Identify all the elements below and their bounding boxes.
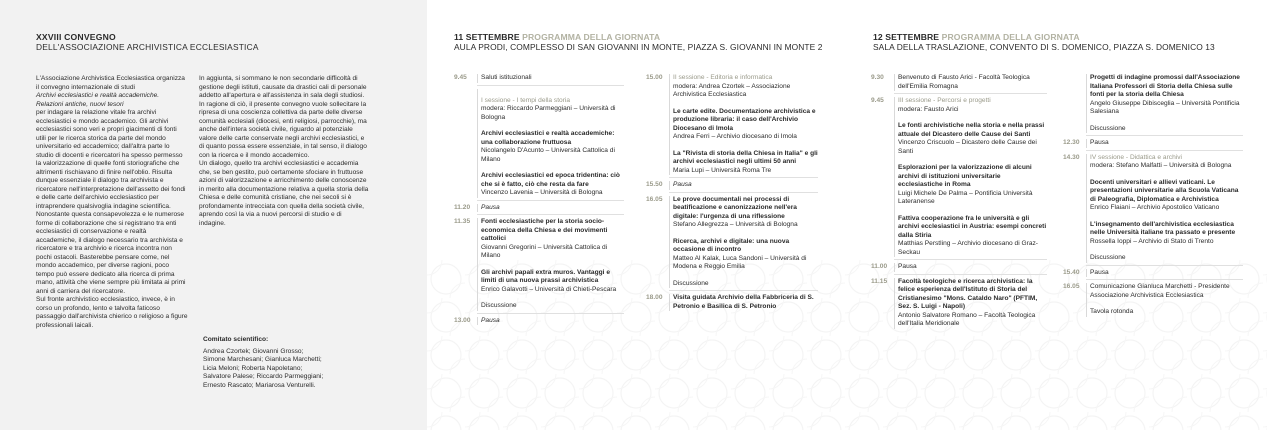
spacer [673, 100, 818, 108]
schedule-row [454, 204, 624, 213]
day2-accent: PROGRAMMA DELLA GIORNATA [941, 32, 1080, 42]
schedule-text: Antonio Salvatore Romano – Facoltà Teologica dell'Italia Meridionale [898, 311, 1036, 327]
schedule-text: Vincenzo Lavenia – Università di Bologna [481, 189, 603, 196]
schedule-time: 14.30 [1063, 153, 1080, 161]
schedule-time: 16.05 [1063, 283, 1080, 290]
day2-schedule-col2 [1063, 74, 1243, 317]
day2-schedule-col1 [871, 74, 1047, 329]
schedule-content [477, 74, 624, 83]
day2-title [873, 32, 1080, 42]
schedule-time: 11.20 [454, 203, 471, 211]
schedule-row [871, 74, 1047, 91]
schedule-content [894, 278, 1047, 329]
schedule-row [1063, 154, 1243, 263]
schedule-text: Vincenzo Criscuolo – Dicastero delle Cause dei Santi [898, 139, 1037, 155]
schedule-time: 13.00 [454, 316, 471, 324]
schedule-row [646, 294, 818, 311]
talk-title: Archivi ecclesiastici e realtà accademiche: una collaborazione fruttuosa [481, 130, 615, 146]
comitato-line: Salvatore Palese; Riccardo Parmeggiani; [203, 373, 324, 380]
spacer [898, 156, 1047, 164]
talk-title: Progetti di indagine promossi dall'Associazione Italiana Professori di Storia della Chiesa sulle fonti per la storia della Chiesa [1090, 74, 1240, 98]
session-title: I sessione - I tempi della storia [481, 96, 571, 104]
schedule-content [1086, 269, 1243, 278]
talk-title: Visita guidata Archivio della Fabbriceria di S. Petronio e Basilica di S. Petronio [673, 294, 814, 310]
day1-schedule-col1 [454, 74, 624, 325]
schedule-text: Luigi Michele De Palma – Pontificia Università Lateranense [898, 189, 1033, 205]
talk-title: Docenti universitari e allievi vaticani. Le presentazioni universitarie alla Scuola Vaticana di Paleografia, Diplomatica e Archivistica [1090, 178, 1239, 203]
spacer [1090, 300, 1243, 308]
schedule-time: 11.35 [454, 218, 471, 225]
schedule-content [1086, 139, 1243, 148]
schedule-time: 15.40 [1063, 268, 1080, 276]
intro-column-1 [36, 75, 188, 330]
schedule-time: 16.05 [646, 195, 663, 203]
intro-paragraph: Un dialogo, quello tra archivi ecclesiastici e accademia che, se ben gestito, può certamente sfociare in fruttuose azioni di valorizzazione e arricchimento delle conoscenze in merito alla documentazione relativa a quella storia della Chiesa e delle comunità cristiane, che nei secoli si è profondamente intrecciata con quella della società civile, aprendo così la via a nuovi percorsi di studio e di indagine. [199, 160, 369, 227]
spacer [898, 207, 1047, 215]
schedule-divider [477, 200, 624, 201]
day1-schedule-col2 [646, 74, 818, 311]
schedule-divider [894, 274, 1047, 275]
schedule-time: 9.45 [454, 74, 467, 81]
schedule-content [894, 74, 1047, 91]
schedule-content [477, 204, 624, 213]
schedule-text: Enrico Flaiani – Archivio Apostolico Vaticano [1090, 204, 1220, 211]
schedule-text: Nicolangelo D'Acunto – Università Cattolica di Milano [481, 147, 615, 163]
schedule-text: modera: Stefano Malfatti – Università di Bologna [1090, 162, 1232, 169]
spacer [481, 122, 624, 130]
talk-title: Fattiva cooperazione fra le università e gli archivi ecclesiastici in Austria: esempi concreti dalla Stiria [898, 214, 1047, 239]
schedule-divider [669, 192, 818, 193]
schedule-time: 12.30 [1063, 139, 1080, 146]
schedule-row [646, 74, 818, 175]
schedule-content [477, 317, 624, 326]
spacer [1090, 246, 1243, 254]
schedule-text: Tavola rotonda [1090, 308, 1134, 315]
spacer [481, 294, 624, 302]
schedule-time: 15.00 [646, 74, 663, 81]
schedule-row [1063, 74, 1243, 133]
intro-column-2 [199, 75, 369, 228]
spacer [481, 164, 624, 172]
talk-title: Ricerca, archivi e digitale: una nuova occasione di incontro [673, 237, 790, 253]
talk-title: Le carte edite. Documentazione archivistica e produzione libraria: il caso dell'Archivio Diocesano di Imola [673, 107, 816, 132]
schedule-content [894, 97, 1047, 257]
schedule-content [669, 196, 818, 289]
comitato-scientifico [203, 336, 363, 390]
schedule-row [454, 317, 624, 326]
talk-title: Fonti ecclesiastiche per la storia socio-economica della Chiesa e dei movimenti cattolici [481, 218, 608, 242]
intro-paragraph: In ragione di ciò, il presente convegno vuole sollecitare la ripresa di una coscienza collettiva da parte delle diverse comunità ecclesiali (diocesi, enti religiosi, parrocchie), ma anche dell'intera società civile, riguardo al potenziale valore delle carte conservate negli archivi ecclesiastici, e di quanto possa essere essenziale, in tal senso, il dialogo con la ricerca e il mondo accademico. [199, 100, 367, 159]
schedule-text: Pausa [898, 263, 917, 270]
schedule-time: 9.45 [871, 97, 884, 104]
spacer [1090, 171, 1243, 179]
talk-title: Le fonti archivistiche nella storia e nella prassi attuale del Dicastero delle Cause dei Santi [898, 122, 1045, 138]
convegno-theme: Archivi ecclesiastici e realtà accademiche. Relazioni antiche, nuovi tesori [36, 92, 160, 108]
schedule-text: Pausa [481, 316, 500, 324]
spacer [673, 272, 818, 280]
spacer [1090, 117, 1243, 125]
schedule-row [454, 74, 624, 83]
schedule-text: Discussione [481, 302, 517, 309]
spacer [673, 142, 818, 150]
schedule-row [1063, 269, 1243, 278]
schedule-text: Giovanni Gregorini – Università Cattolica di Milano [481, 243, 608, 259]
talk-title: Esplorazioni per la valorizzazione di alcuni archivi di istituzioni universitarie ecclesiastiche in Roma [898, 164, 1032, 188]
convegno-subtitle: DELL'ASSOCIAZIONE ARCHIVISTICA ECCLESIASTICA [36, 42, 259, 52]
schedule-row [871, 97, 1047, 257]
spacer [898, 114, 1047, 122]
schedule-text: Pausa [1090, 139, 1109, 146]
schedule-row [454, 218, 624, 311]
schedule-divider [894, 259, 1047, 260]
intro-paragraph: In aggiunta, si sommano le non secondarie difficoltà di gestione degli istituti, causate da drastici cali di personale addetto all'apertura e all'assistenza in sala degli studiosi. [199, 75, 367, 99]
schedule-divider [669, 290, 818, 291]
schedule-content [669, 294, 818, 311]
schedule-content [1086, 283, 1243, 317]
comitato-line: Ernesto Rascato; Mariarosa Venturelli. [203, 381, 316, 389]
schedule-content [1086, 154, 1243, 263]
comitato-title: Comitato scientifico: [203, 336, 269, 343]
intro-paragraph: L'Associazione Archivistica Ecclesiastica organizza il convegno internazionale di studi [36, 75, 185, 91]
session-title: IV sessione - Didattica e archivi [1090, 153, 1182, 161]
schedule-text: Discussione [1090, 124, 1126, 132]
spacer [673, 230, 818, 238]
day1-date: 11 SETTEMBRE [454, 32, 520, 42]
schedule-row [871, 278, 1047, 329]
day1-title [454, 32, 660, 42]
schedule-time: 15.50 [646, 181, 663, 188]
session-title: II sessione - Editoria e informatica [673, 74, 773, 81]
schedule-text: Matteo Al Kalak, Luca Sandoni – Università di Modena e Reggio Emilia [673, 254, 807, 270]
schedule-text: Matthias Perstling – Archivio diocesano di Graz-Seckau [898, 240, 1038, 256]
talk-title: L'insegnamento dell'archivistica ecclesiastica nelle Università italiane tra passato e presente [1090, 220, 1236, 236]
schedule-divider [669, 177, 818, 178]
schedule-content [1086, 74, 1243, 133]
schedule-content [669, 181, 818, 190]
day1-venue: AULA PRODI, COMPLESSO DI SAN GIOVANNI IN MONTE, PIAZZA S. GIOVANNI IN MONTE 2 [454, 42, 823, 52]
spacer [481, 261, 624, 269]
talk-title: Facoltà teologiche e ricerca archivistica: la felice esperienza dell'Istituto di Storia del Cristianesimo "Mons. Cataldo Naro" (PFTIM, Sez. S. Luigi - Napoli) [898, 277, 1038, 310]
talk-title: Gli archivi papali extra muros. Vantaggi e limiti di una nuova prassi archivistica [481, 268, 610, 284]
spacer [1090, 213, 1243, 221]
schedule-text: Pausa [481, 203, 500, 211]
schedule-divider [1086, 279, 1243, 280]
schedule-text: Rossella Ioppi – Archivio di Stato di Trento [1090, 237, 1214, 245]
comitato-line: Simone Marchesani; Gianluca Marchetti; [203, 356, 322, 363]
talk-title: La "Rivista di storia della Chiesa in Italia" e gli archivi ecclesiastici negli ultimi 50 anni [673, 149, 818, 165]
schedule-divider [477, 85, 624, 86]
schedule-row [646, 196, 818, 289]
schedule-row [1063, 283, 1243, 317]
schedule-row [1063, 139, 1243, 148]
schedule-text: Andrea Ferri – Archivio diocesano di Imola [673, 133, 797, 140]
schedule-text: Saluti istituzionali [481, 74, 532, 81]
schedule-divider [1086, 135, 1243, 136]
day2-venue: SALA DELLA TRASLAZIONE, CONVENTO DI S. DOMENICO, PIAZZA S. DOMENICO 13 [873, 42, 1215, 52]
schedule-text: Pausa [673, 181, 692, 188]
spacer [481, 89, 624, 97]
schedule-text: modera: Fausto Arici [898, 105, 959, 113]
schedule-content [894, 263, 1047, 272]
schedule-content [669, 74, 818, 175]
schedule-time: 11.15 [871, 277, 888, 285]
schedule-divider [1086, 265, 1243, 266]
schedule-text: modera: Andrea Czortek – Associazione Archivistica Ecclesiastica [673, 82, 791, 98]
schedule-divider [477, 313, 624, 314]
schedule-text: Pausa [1090, 268, 1109, 276]
schedule-text: modera: Riccardo Parmeggiani – Università di Bologna [481, 105, 616, 121]
schedule-row [454, 89, 624, 198]
day1-accent: PROGRAMMA DELLA GIORNATA [522, 32, 661, 42]
schedule-divider [477, 214, 624, 215]
talk-title: Archivi ecclesiastici ed epoca tridentina: ciò che si è fatto, ciò che resta da fare [481, 172, 620, 188]
intro-paragraph: per indagare la relazione vitale fra archivi ecclesiastici e mondo accademico. Gli archivi ecclesiastici sono veri e propri giacimenti di fonti utili per le ricerca storica da parte del mondo universitario ed accademico; dall'altra parte lo studio di docenti e ricercatori ha spesso permesso la valorizzazione di quelle fonti storiografiche che altrimenti rischiavano di finire nell'oblio. Risulta dunque essenziale il dialogo tra archivista e ricercatore nell'interpretazione dell'assetto dei fondi e delle carte dell'archivio ecclesiastico per intraprendere qualsivoglia indagine scientifica. Nonostante questa consapevolezza e le numerose forme di collaborazione che si registrano tra enti ecclesiastici di conservazione e realtà accademiche, il dialogo necessario tra archivista e ricercatore e tra archivio e ricerca incontra non pochi ostacoli. Basterebbe pensare come, nel mondo accademico, per diverse ragioni, poco tempo può essere dedicato alla ricerca di prima mano, attività che viene sempre più limitata ai primi anni di carriera del ricercatore. [36, 109, 186, 295]
talk-title: Le prove documentali nei processi di beatificazione e canonizzazione nell'era digitale: l'urgenza di una riflessione [673, 195, 797, 220]
schedule-text: Enrico Galavotti – Università di Chieti-Pescara [481, 285, 617, 293]
schedule-text: Maria Lupi – Università Roma Tre [673, 166, 772, 174]
schedule-text: Comunicazione Gianluca Marchetti - Presidente Associazione Archivistica Ecclesiastica [1090, 283, 1230, 299]
schedule-time: 9.30 [871, 74, 884, 81]
schedule-time: 11.00 [871, 263, 888, 270]
convegno-title: XXVIII CONVEGNO [36, 32, 116, 42]
schedule-text: Discussione [673, 279, 709, 287]
schedule-time: 18.00 [646, 294, 663, 301]
schedule-text: Stefano Allegrezza – Università di Bologna [673, 221, 798, 228]
day2-date: 12 SETTEMBRE [873, 32, 940, 42]
intro-paragraph: Sul fronte archivistico ecclesiastico, invece, è in corso un profondo, lento e talvolta faticoso passaggio dall'archivista chierico o religioso a figure professionali laicali. [36, 296, 188, 329]
schedule-content [477, 89, 624, 198]
schedule-divider [894, 93, 1047, 94]
schedule-text: Discussione [1090, 254, 1126, 261]
schedule-divider [1086, 150, 1243, 151]
session-title: III sessione - Percorsi e progetti [898, 97, 991, 104]
comitato-line: Andrea Czortek; Giovanni Grosso; [203, 347, 304, 355]
schedule-text: Angelo Giuseppe Dibisceglia – Università Pontificia Salesiana [1090, 99, 1240, 115]
schedule-row [871, 263, 1047, 272]
schedule-row [646, 181, 818, 190]
schedule-text: Benvenuto di Fausto Arici - Facoltà Teologica dell'Emilia Romagna [898, 74, 1030, 90]
schedule-content [477, 218, 624, 311]
comitato-line: Licia Meloni; Roberta Napoletano; [203, 364, 303, 372]
